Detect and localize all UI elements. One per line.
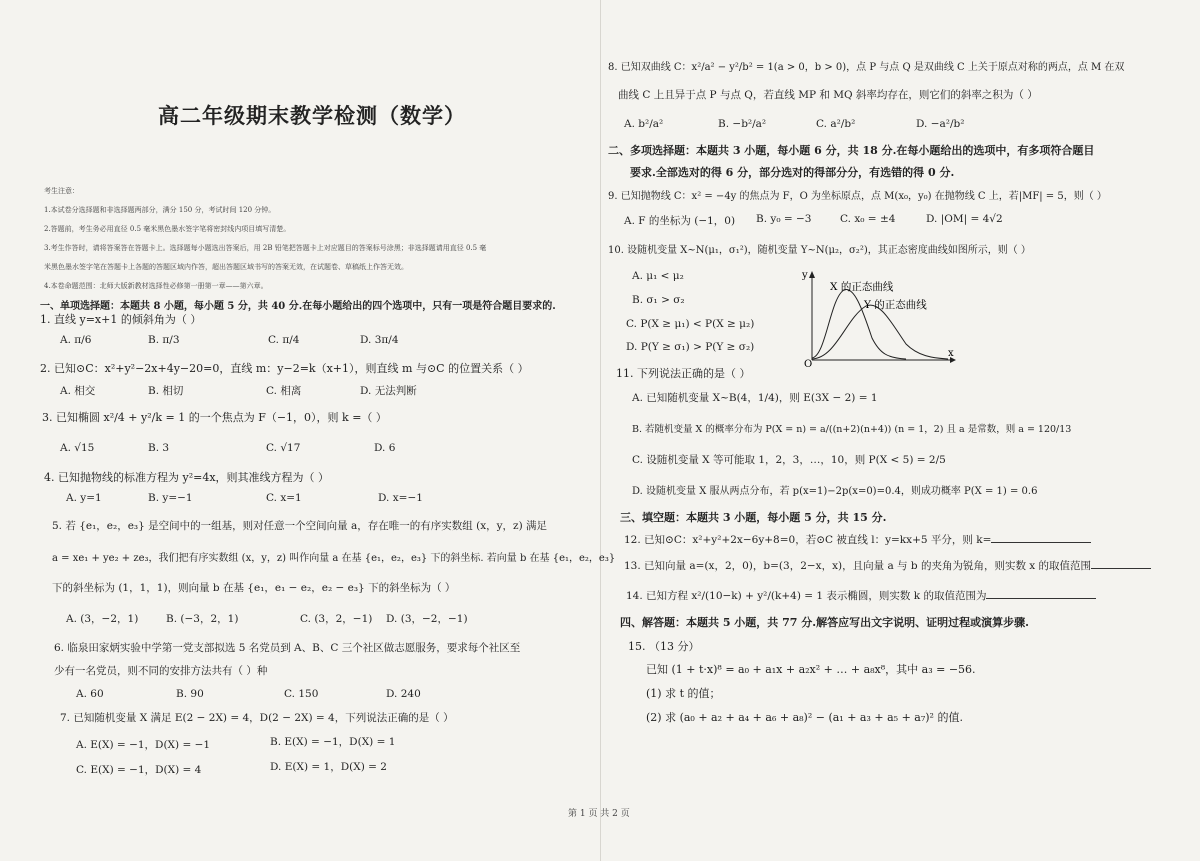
figure-curve-y-label: Y 的正态曲线 xyxy=(864,299,927,311)
right-column xyxy=(606,0,1172,861)
figure-x-label: x xyxy=(948,348,954,359)
q11-stem: 11. 下列说法正确的是（ ） xyxy=(616,367,751,380)
q15-line-2: (1) 求 t 的值； xyxy=(646,687,721,700)
page-title: 高二年级期末教学检测（数学） xyxy=(158,103,466,128)
q8-option-b: B. −b²/a² xyxy=(718,118,767,130)
section-2-heading-line-1: 二、多项选择题：本题共 3 小题，每小题 6 分，共 18 分.在每小题给出的选项中，有多项符合题目 xyxy=(608,144,1095,157)
q2-option-b: B. 相切 xyxy=(148,385,184,397)
q6-option-c: C. 150 xyxy=(284,688,319,700)
q1-option-d: D. 3π/4 xyxy=(360,334,399,346)
section-3-heading: 三、填空题：本题共 3 小题，每小题 5 分，共 15 分. xyxy=(620,511,887,524)
q8-option-c: C. a²/b² xyxy=(816,118,856,130)
notice-item-3: 3.考生作答时，请将答案答在答题卡上。选择题每小题选出答案后，用 2B 铅笔把答题卡上对应题目的答案标号涂黑；非选择题请用直径 0.5 毫 xyxy=(44,244,487,252)
q5-option-b: B. (−3，2，1) xyxy=(166,613,239,625)
left-column xyxy=(30,0,616,861)
notice-item-2: 2.答题前，考生务必用直径 0.5 毫米黑色墨水签字笔将密封线内项目填写清楚。 xyxy=(44,225,291,233)
curve-y xyxy=(812,305,948,359)
notice-item-4: 4.本卷命题范围：北师大版新教材选择性必修第一册第一章——第六章。 xyxy=(44,282,268,290)
notice-item-1: 1.本试卷分选择题和非选择题两部分，满分 150 分，考试时间 120 分钟。 xyxy=(44,206,276,214)
q3-stem: 3. 已知椭圆 x²/4 + y²/k = 1 的一个焦点为 F（−1，0），则 k =（ ） xyxy=(42,411,387,424)
q14-text: 14. 已知方程 x²/(10−k) + y²/(k+4) = 1 表示椭圆，则实数 k 的取值范围为 xyxy=(626,590,987,602)
q5-option-c: C. (3，2，−1) xyxy=(300,613,373,625)
q1-stem: 1. 直线 y=x+1 的倾斜角为（ ） xyxy=(40,313,202,326)
q11-option-b: B. 若随机变量 X 的概率分布为 P(X = n) = a/((n+2)(n+4)) (n = 1，2) 且 a 是常数，则 a = 120/13 xyxy=(632,424,1072,435)
figure-origin-label: O xyxy=(804,359,813,368)
q12-row xyxy=(624,532,1091,547)
q4-option-c: C. x=1 xyxy=(266,492,302,504)
q9-option-b: B. y₀ = −3 xyxy=(756,213,812,225)
section-1-heading: 一、单项选择题：本题共 8 小题，每小题 5 分，共 40 分.在每小题给出的四个选项中，只有一项是符合题目要求的. xyxy=(40,301,556,312)
q10-option-d: D. P(Y ≥ σ₁) > P(Y ≥ σ₂) xyxy=(626,341,755,353)
q9-option-c: C. x₀ = ±4 xyxy=(840,213,896,225)
q13-answer-blank[interactable] xyxy=(1091,567,1151,569)
q3-option-b: B. 3 xyxy=(148,442,170,454)
q5-option-a: A. (3，−2，1) xyxy=(66,613,139,625)
q10-option-c: C. P(X ≥ μ₁) < P(X ≥ μ₂) xyxy=(626,318,755,330)
q6-option-a: A. 60 xyxy=(76,688,104,700)
q9-option-d: D. |OM| = 4√2 xyxy=(926,213,1003,225)
q7-option-c: C. E(X) = −1，D(X) = 4 xyxy=(76,764,202,776)
q1-option-c: C. π/4 xyxy=(268,334,300,346)
q15-line-3: (2) 求 (a₀ + a₂ + a₄ + a₆ + a₈)² − (a₁ + a₃ + a₅ + a₇)² 的值. xyxy=(646,711,963,724)
figure-y-label: y xyxy=(802,270,808,281)
q12-text: 12. 已知⊙C：x²+y²+2x−6y+8=0，若⊙C 被直线 l：y=kx+5 平分，则 k= xyxy=(624,534,992,546)
q7-option-b: B. E(X) = −1，D(X) = 1 xyxy=(270,736,396,748)
q7-stem: 7. 已知随机变量 X 满足 E(2 − 2X) = 4，D(2 − 2X) = 4，下列说法正确的是（ ） xyxy=(60,712,454,724)
q2-option-a: A. 相交 xyxy=(60,385,96,397)
q7-option-d: D. E(X) = 1，D(X) = 2 xyxy=(270,761,387,773)
q10-stem: 10. 设随机变量 X~N(μ₁，σ₁²)，随机变量 Y~N(μ₂，σ₂²)，其正态密度曲线如图所示，则（ ） xyxy=(608,245,1031,256)
normal-curve-figure xyxy=(796,268,956,368)
q10-option-a: A. μ₁ < μ₂ xyxy=(632,270,684,282)
q4-stem: 4. 已知抛物线的标准方程为 y²=4x，则其准线方程为（ ） xyxy=(44,471,330,484)
q8-line-1: 8. 已知双曲线 C：x²/a² − y²/b² = 1(a > 0，b > 0)，点 P 与点 Q 是双曲线 C 上关于原点对称的两点，点 M 在双 xyxy=(608,62,1125,73)
q2-option-c: C. 相离 xyxy=(266,385,302,397)
q15-line-1: 已知 (1 + t·x)⁸ = a₀ + a₁x + a₂x² + … + a₈x⁸，其中 a₃ = −56. xyxy=(646,663,976,676)
q1-option-a: A. π/6 xyxy=(60,334,92,346)
q1-option-b: B. π/3 xyxy=(148,334,180,346)
q9-option-a: A. F 的坐标为 (−1，0) xyxy=(624,215,736,227)
q4-option-b: B. y=−1 xyxy=(148,492,193,504)
q11-option-a: A. 已知随机变量 X~B(4，1/4)，则 E(3X − 2) = 1 xyxy=(632,392,878,404)
q8-line-2: 曲线 C 上且异于点 P 与点 Q，若直线 MP 和 MQ 斜率均存在，则它们的斜率之积为（ ） xyxy=(618,89,1038,101)
q12-answer-blank[interactable] xyxy=(991,541,1091,543)
q10-option-b: B. σ₁ > σ₂ xyxy=(632,294,685,306)
q3-option-c: C. √17 xyxy=(266,442,301,454)
q8-option-d: D. −a²/b² xyxy=(916,118,965,130)
q3-option-a: A. √15 xyxy=(60,442,95,454)
figure-curve-x-label: X 的正态曲线 xyxy=(830,281,894,293)
section-2-heading-line-2: 要求.全部选对的得 6 分，部分选对的得部分分，有选错的得 0 分. xyxy=(630,166,955,179)
notice-item-3-cont: 米黑色墨水签字笔在答题卡上各题的答题区域内作答，超出答题区域书写的答案无效，在试题卷、草稿纸上作答无效。 xyxy=(44,263,408,271)
y-axis-arrow-icon xyxy=(809,271,815,278)
q3-option-d: D. 6 xyxy=(374,442,396,454)
q15-heading: 15. （13 分） xyxy=(628,640,700,653)
q11-option-d: D. 设随机变量 X 服从两点分布，若 p(x=1)−2p(x=0)=0.4，则成功概率 P(X = 1) = 0.6 xyxy=(632,486,1038,497)
q11-option-c: C. 设随机变量 X 等可能取 1，2，3，…，10，则 P(X < 5) = 2/5 xyxy=(632,454,946,466)
q13-row xyxy=(624,558,1151,573)
q14-row xyxy=(626,588,1096,603)
q4-option-a: A. y=1 xyxy=(66,492,102,504)
section-4-heading: 四、解答题：本题共 5 小题，共 77 分.解答应写出文字说明、证明过程或演算步骤. xyxy=(620,616,1029,629)
q7-option-a: A. E(X) = −1，D(X) = −1 xyxy=(76,739,211,751)
q6-line-1: 6. 临泉田家炳实验中学第一党支部拟选 5 名党员到 A、B、C 三个社区做志愿服务，要求每个社区至 xyxy=(54,642,521,654)
q5-line-3: 下的斜坐标为 (1，1，1)，则向量 b 在基 {e₁，e₁ − e₂，e₂ − e₃} 下的斜坐标为（ ） xyxy=(52,582,456,594)
q5-line-2: a = xe₁ + ye₂ + ze₃，我们把有序实数组 (x，y，z) 叫作向量 a 在基 {e₁，e₂，e₃} 下的斜坐标. 若向量 b 在基 {e₁，e₂，e₃} xyxy=(52,553,616,564)
page-footer: 第 1 页 共 2 页 xyxy=(568,809,630,819)
q2-stem: 2. 已知⊙C：x²+y²−2x+4y−20=0，直线 m：y−2=k（x+1），则直线 m 与⊙C 的位置关系（ ） xyxy=(40,362,529,375)
q4-option-d: D. x=−1 xyxy=(378,492,423,504)
q6-option-d: D. 240 xyxy=(386,688,421,700)
q13-text: 13. 已知向量 a=(x，2，0)，b=(3，2−x，x)，且向量 a 与 b 的夹角为锐角，则实数 x 的取值范围 xyxy=(624,560,1092,572)
q8-option-a: A. b²/a² xyxy=(624,118,664,130)
q2-option-d: D. 无法判断 xyxy=(360,385,417,397)
q9-stem: 9. 已知抛物线 C：x² = −4y 的焦点为 F，O 为坐标原点，点 M(x₀，y₀) 在抛物线 C 上，若|MF| = 5，则（ ） xyxy=(608,191,1107,202)
q14-answer-blank[interactable] xyxy=(986,597,1096,599)
notice-heading: 考生注意： xyxy=(44,187,79,195)
q6-option-b: B. 90 xyxy=(176,688,204,700)
q6-line-2: 少有一名党员，则不同的安排方法共有（ ）种 xyxy=(54,665,268,677)
q5-line-1: 5. 若 {e₁，e₂，e₃} 是空间中的一组基，则对任意一个空间向量 a，存在唯一的有序实数组 (x，y，z) 满足 xyxy=(52,520,548,532)
page-fold-line xyxy=(600,0,601,861)
q5-option-d: D. (3，−2，−1) xyxy=(386,613,468,625)
